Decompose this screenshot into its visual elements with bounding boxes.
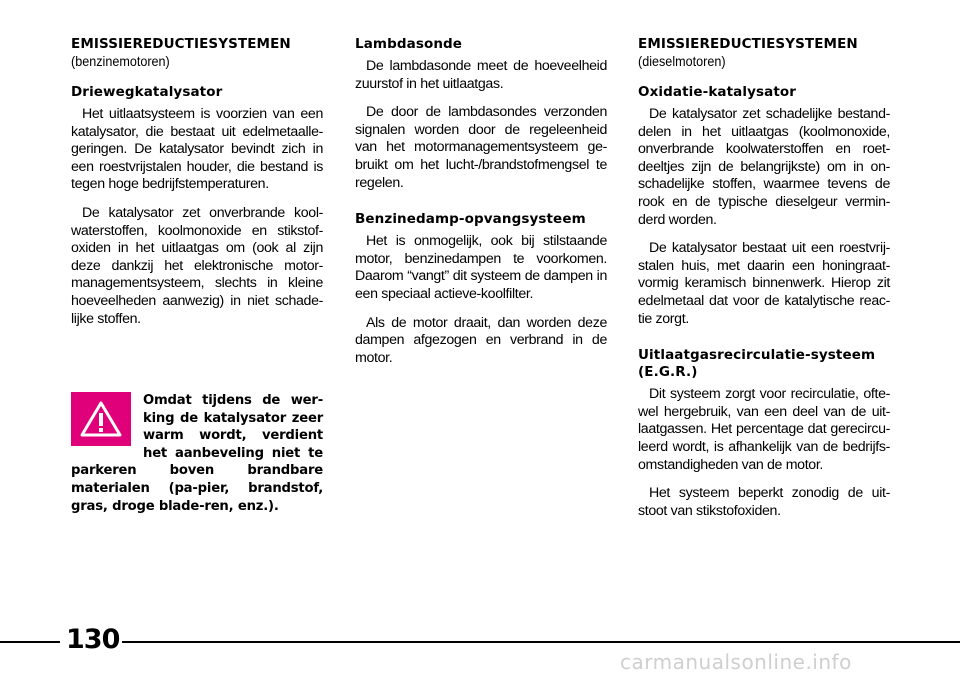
paragraph: Het is onmogelijk, ook bij stilstaande motor, benzinedampen te voorkomen. Daarom “vangt” dit systeem de dampen in een speciaal actieve-koolfilter. [355,233,607,302]
footer-rule-right [122,641,960,643]
watermark: carmanualsonline.info [620,650,852,674]
right-column [638,36,890,531]
subsection-title: Driewegkatalysator [71,84,223,100]
paragraph: De katalysator bestaat uit een roestvrij-stalen huis, met daarin een honingraat-vormig keramisch binnenwerk. Hierop zit edelmetaal dat voor de katalytische reac-tie zorgt. [638,240,890,327]
page-number: 130 [66,624,120,655]
middle-column [355,36,607,378]
subsection-title-cont: (E.G.R.) [638,364,698,381]
paragraph: De katalysator zet onverbrande kool-waterstoffen, koolmonoxide en stikstof-oxiden in het uitlaatgas om (ook al zijn deze dankzij het elektronische motor-managementsysteem, slechts in kleine hoeveelheden aanwezig) in niet schade-lijke stoffen. [71,204,323,327]
warning-text: Omdat tijdens de wer-king de katalysator zeer warm wordt, verdient het aanbeveling niet te parkeren boven brandbare materialen (pa-pier, brandstof, gras, droge blade-ren, enz.). [71,393,323,514]
warning-box [71,392,323,515]
section-subheading: (benzinemotoren) [71,53,170,69]
warning-triangle-icon [71,392,131,446]
section-subheading: (dieselmotoren) [638,53,726,69]
paragraph: De lambdasonde meet de hoeveelheid zuurstof in het uitlaatgas. [355,58,607,92]
paragraph: De katalysator zet schadelijke bestand-delen in het uitlaatgas (koolmonoxide, onverbrande koolwaterstoffen en roet-deeltjes zijn de belangrijkste) om in on-schadelijke stoffen, waarmee tevens de rook en de typische dieselgeur vermin-derd worden. [638,106,890,228]
subsection-title: Lambdasonde [355,36,463,52]
subsection-title: Benzinedamp-opvangsysteem [355,211,586,228]
paragraph: Het systeem beperkt zonodig de uit-stoot van stikstofoxiden. [638,485,890,519]
section-heading: EMISSIEREDUCTIESYSTEMEN [638,36,858,52]
paragraph: De door de lambdasondes verzonden signalen worden door de regeleenheid van het motormanagementsysteem ge-bruikt om het lucht-/brandstofmengsel te regelen. [355,104,607,191]
paragraph: Het uitlaatsysteem is voorzien van een katalysator, die bestaat uit edelmetaalle-geringen. De katalysator bevindt zich in een roestvrijstalen houder, die bestand is tegen hoge bedrijfstemperaturen. [71,106,323,193]
left-column [71,36,323,339]
paragraph: Als de motor draait, dan worden deze dampen afgezogen en verbrand in de motor. [355,314,607,366]
subsection-title: Oxidatie-katalysator [638,84,797,100]
subsection-title: Uitlaatgasrecirculatie-systeem [638,347,876,364]
footer-rule-left [0,641,60,643]
section-heading: EMISSIEREDUCTIESYSTEMEN [71,36,291,52]
paragraph: Dit systeem zorgt voor recirculatie, ofte-wel hergebruik, van een deel van de uit-laatgassen. Het percentage dat gerecircu-leerd wordt, is afhankelijk van de bedrijfs-omstandigheden van de motor. [638,386,890,473]
